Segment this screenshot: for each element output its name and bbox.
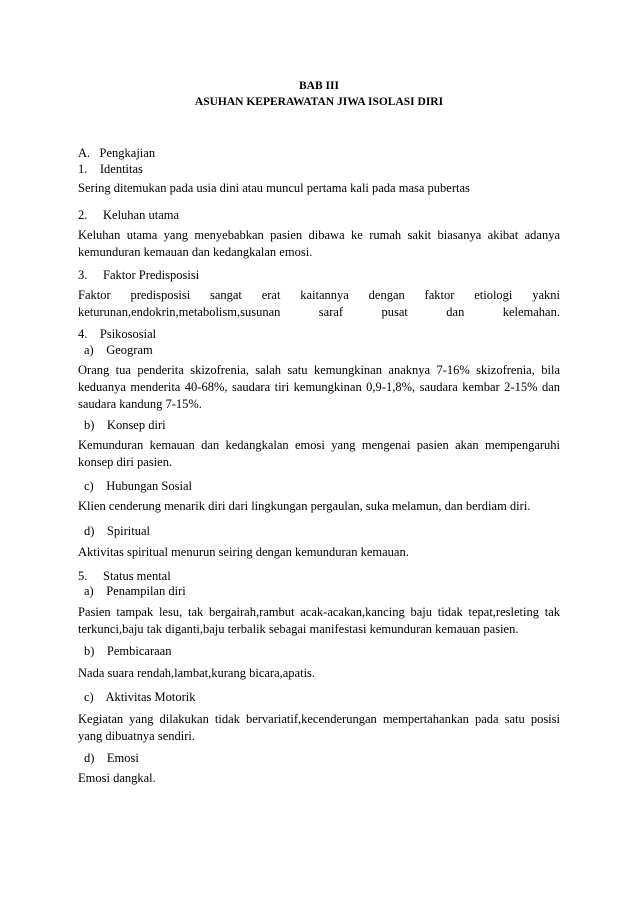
emosi-text: Emosi dangkal. [78,771,156,785]
hubungan-sosial-heading: c) Hubungan Sosial [84,479,192,493]
penampilan-heading: a) Penampilan diri [84,584,186,598]
faktor-heading: 3. Faktor Predisposisi [78,268,200,282]
motorik-heading: c) Aktivitas Motorik [84,690,196,704]
konsep-diri-heading: b) Konsep diri [84,418,166,432]
keluhan-text: Keluhan utama yang menyebabkan pasien dibawa ke rumah sakit biasanya akibat adanya kemunduran kemauan dan kedangkalan emosi. [78,228,560,259]
hubungan-sosial-text: Klien cenderung menarik diri dari lingkungan pergaulan, suka melamun, dan berdiam diri. [78,499,531,513]
spiritual-heading: d) Spiritual [84,524,150,538]
keluhan-heading: 2. Keluhan utama [78,208,180,222]
chapter-title: BAB III [299,80,339,92]
geogram-heading: a) Geogram [84,343,153,357]
emosi-heading: d) Emosi [84,751,139,765]
section-a-heading: A. Pengkajian [78,146,156,160]
psikososial-heading: 4. Psikososial [78,327,157,341]
pembicaraan-heading: b) Pembicaraan [84,644,172,658]
geogram-text: Orang tua penderita skizofrenia, salah satu kemungkinan anaknya 7-16% skizofrenia, bila keduanya menderita 40-68%, saudara tiri kemungkinan 0,9-1,8%, saudara kembar 2-15% dan saudara kandung 7-15%. [78,363,560,411]
identitas-text: Sering ditemukan pada usia dini atau muncul pertama kali pada masa pubertas [78,181,470,195]
pembicaraan-text: Nada suara rendah,lambat,kurang bicara,apatis. [78,666,316,680]
penampilan-text: Pasien tampak lesu, tak bergairah,rambut acak-acakan,kancing baju tidak tepat,resleting tak terkunci,baju tak diganti,baju terbalik sebagai manifestasi kemunduran kemauan pasien. [78,605,560,636]
konsep-diri-text: Kemunduran kemauan dan kedangkalan emosi yang mengenai pasien akan mempengaruhi konsep diri pasien. [78,438,560,469]
chapter-subtitle: ASUHAN KEPERAWATAN JIWA ISOLASI DIRI [194,96,444,108]
motorik-text: Kegiatan yang dilakukan tidak bervariatif,kecenderungan mempertahankan pada satu posisi yang dibuatnya sendiri. [78,712,560,743]
faktor-text: Faktor predisposisi sangat erat kaitannya dengan faktor etiologi yakni keturunan,endokrin,metabolism,susunan saraf pusat dan kelemahan. [78,288,560,319]
identitas-heading: 1. Identitas [78,162,143,176]
status-mental-heading: 5. Status mental [78,569,171,583]
spiritual-text: Aktivitas spiritual menurun seiring dengan kemunduran kemauan. [78,545,409,559]
